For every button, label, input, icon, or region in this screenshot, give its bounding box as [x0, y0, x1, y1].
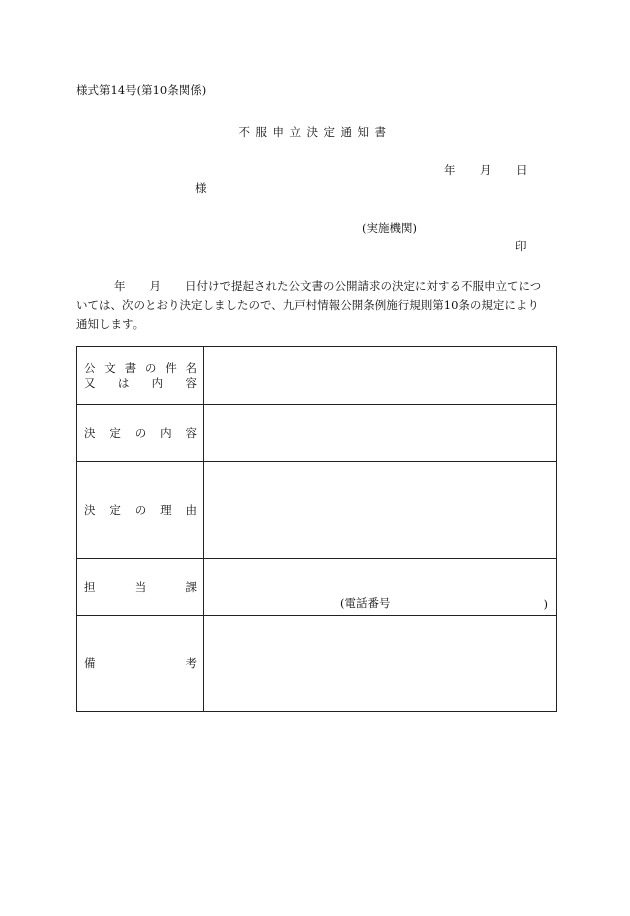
addressee-honorific: 様	[195, 181, 207, 195]
label-line: 担当課	[84, 579, 197, 594]
row-department	[77, 558, 556, 615]
form-number: 様式第14号(第10条関係)	[76, 83, 207, 97]
date-day-label: 日	[516, 163, 528, 177]
document-title: 不服申立決定通知書	[238, 125, 392, 139]
body-line-1-text: 日付けで提起された公文書の公開請求の決定に対する不服申立てにつ	[185, 279, 542, 293]
row-decision-content	[77, 404, 556, 461]
value-decision-content[interactable]	[204, 405, 556, 461]
value-document-subject[interactable]	[204, 347, 556, 404]
issuing-agency: (実施機関)	[362, 221, 417, 235]
body-year: 年	[114, 279, 126, 293]
label-line: 公文書の件名	[84, 360, 197, 375]
label-department	[77, 559, 204, 615]
label-decision-content	[77, 405, 204, 461]
body-line-3: 通知します。	[76, 317, 145, 331]
label-document-subject	[77, 347, 204, 404]
value-remarks[interactable]	[204, 616, 556, 711]
decision-table	[76, 346, 557, 712]
phone-number-close: )	[543, 597, 548, 611]
label-remarks	[77, 616, 204, 711]
date-year-label: 年	[444, 163, 456, 177]
notice-body	[76, 277, 556, 334]
value-department[interactable]	[204, 559, 556, 615]
body-month: 月	[149, 279, 161, 293]
phone-number-label: (電話番号	[340, 596, 391, 610]
row-remarks	[77, 615, 556, 711]
value-decision-reason[interactable]	[204, 462, 556, 558]
seal-mark: 印	[515, 239, 527, 253]
label-line: 又は内容	[84, 375, 197, 390]
body-line-1	[76, 277, 556, 296]
label-line: 決定の内容	[84, 425, 197, 440]
label-line: 備考	[84, 656, 197, 670]
label-decision-reason	[77, 462, 204, 558]
label-line: 決定の理由	[84, 502, 197, 517]
row-decision-reason	[77, 461, 556, 558]
row-document-subject	[77, 347, 556, 404]
body-line-2: いては、次のとおり決定しましたので、九戸村情報公開条例施行規則第10条の規定により	[76, 298, 539, 312]
date-month-label: 月	[480, 163, 492, 177]
